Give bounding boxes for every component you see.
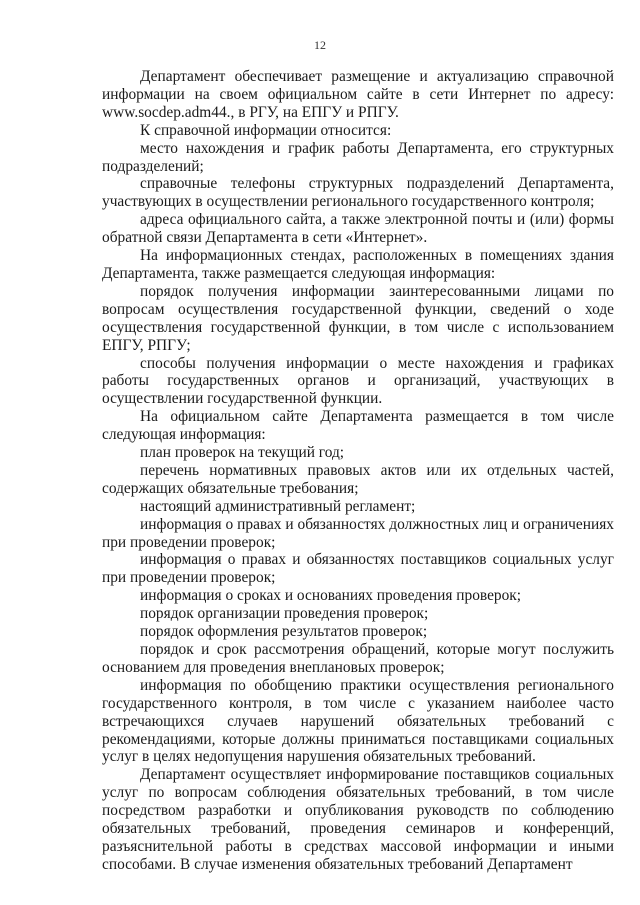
document-body	[102, 68, 614, 874]
paragraph-2: К справочной информации относится:	[140, 121, 392, 139]
paragraph-19: информация по обобщению практики осуществления регионального государственного контроля, в том числе с указанием наиболее часто встречающихся случаев нарушений обязательных требований с рекомендациями, которые должны приниматься поставщиками социальных услуг в целях недопущения нарушения обязательных требований.	[102, 676, 614, 766]
paragraph-5: адреса официального сайта, а также электронной почты и (или) формы обратной связи Департамента в сети «Интернет».	[102, 211, 614, 247]
paragraph-14: информация о правах и обязанностях поставщиков социальных услуг при проведении проверок;	[102, 551, 614, 587]
paragraph-13: информация о правах и обязанностях должностных лиц и ограничениях при проведении проверок;	[102, 515, 614, 551]
paragraph-18: порядок и срок рассмотрения обращений, которые могут послужить основанием для проведения внеплановых проверок;	[102, 641, 614, 676]
paragraph-16: порядок организации проведения проверок;	[140, 605, 429, 623]
paragraph-17: порядок оформления результатов проверок;	[140, 623, 428, 641]
paragraph-11: перечень нормативных правовых актов или их отдельных частей, содержащих обязательные требования;	[102, 461, 614, 497]
paragraph-15: информация о сроках и основаниях проведения проверок;	[140, 587, 522, 605]
paragraph-6: На информационных стендах, расположенных в помещениях здания Департамента, также размещается следующая информация:	[102, 247, 614, 282]
paragraph-3: место нахождения и график работы Департамента, его структурных подразделений;	[102, 139, 614, 175]
paragraph-7: порядок получения информации заинтересованными лицами по вопросам осуществления государственной функции, сведений о ходе осуществления государственной функции, в том числе с использованием ЕПГУ, РПГУ;	[102, 282, 614, 354]
paragraph-20: Департамент осуществляет информирование поставщиков социальных услуг по вопросам соблюдения обязательных требований, в том числе посредством разработки и опубликования руководств по соблюдению обязательных требований, проведения семинаров и конференций, разъяснительной работы в средствах массовой информации и иными способами. В случае изменения обязательных требований Департамент	[102, 766, 614, 873]
paragraph-12: настоящий административный регламент;	[140, 497, 416, 515]
paragraph-8: способы получения информации о месте нахождения и графиках работы государственных органов и организаций, участвующих в осуществлении государственной функции.	[102, 354, 614, 408]
paragraph-9: На официальном сайте Департамента размещается в том числе следующая информация:	[102, 408, 614, 444]
page-number: 12	[314, 38, 326, 52]
paragraph-10: план проверок на текущий год;	[140, 444, 345, 462]
paragraph-4: справочные телефоны структурных подразделений Департамента, участвующих в осуществлении регионального государственного контроля;	[102, 175, 614, 211]
paragraph-1: Департамент обеспечивает размещение и актуализацию справочной информации на своем официальном сайте в сети Интернет по адресу: www.socdep.adm44., в РГУ, на ЕПГУ и РПГУ.	[102, 68, 614, 121]
